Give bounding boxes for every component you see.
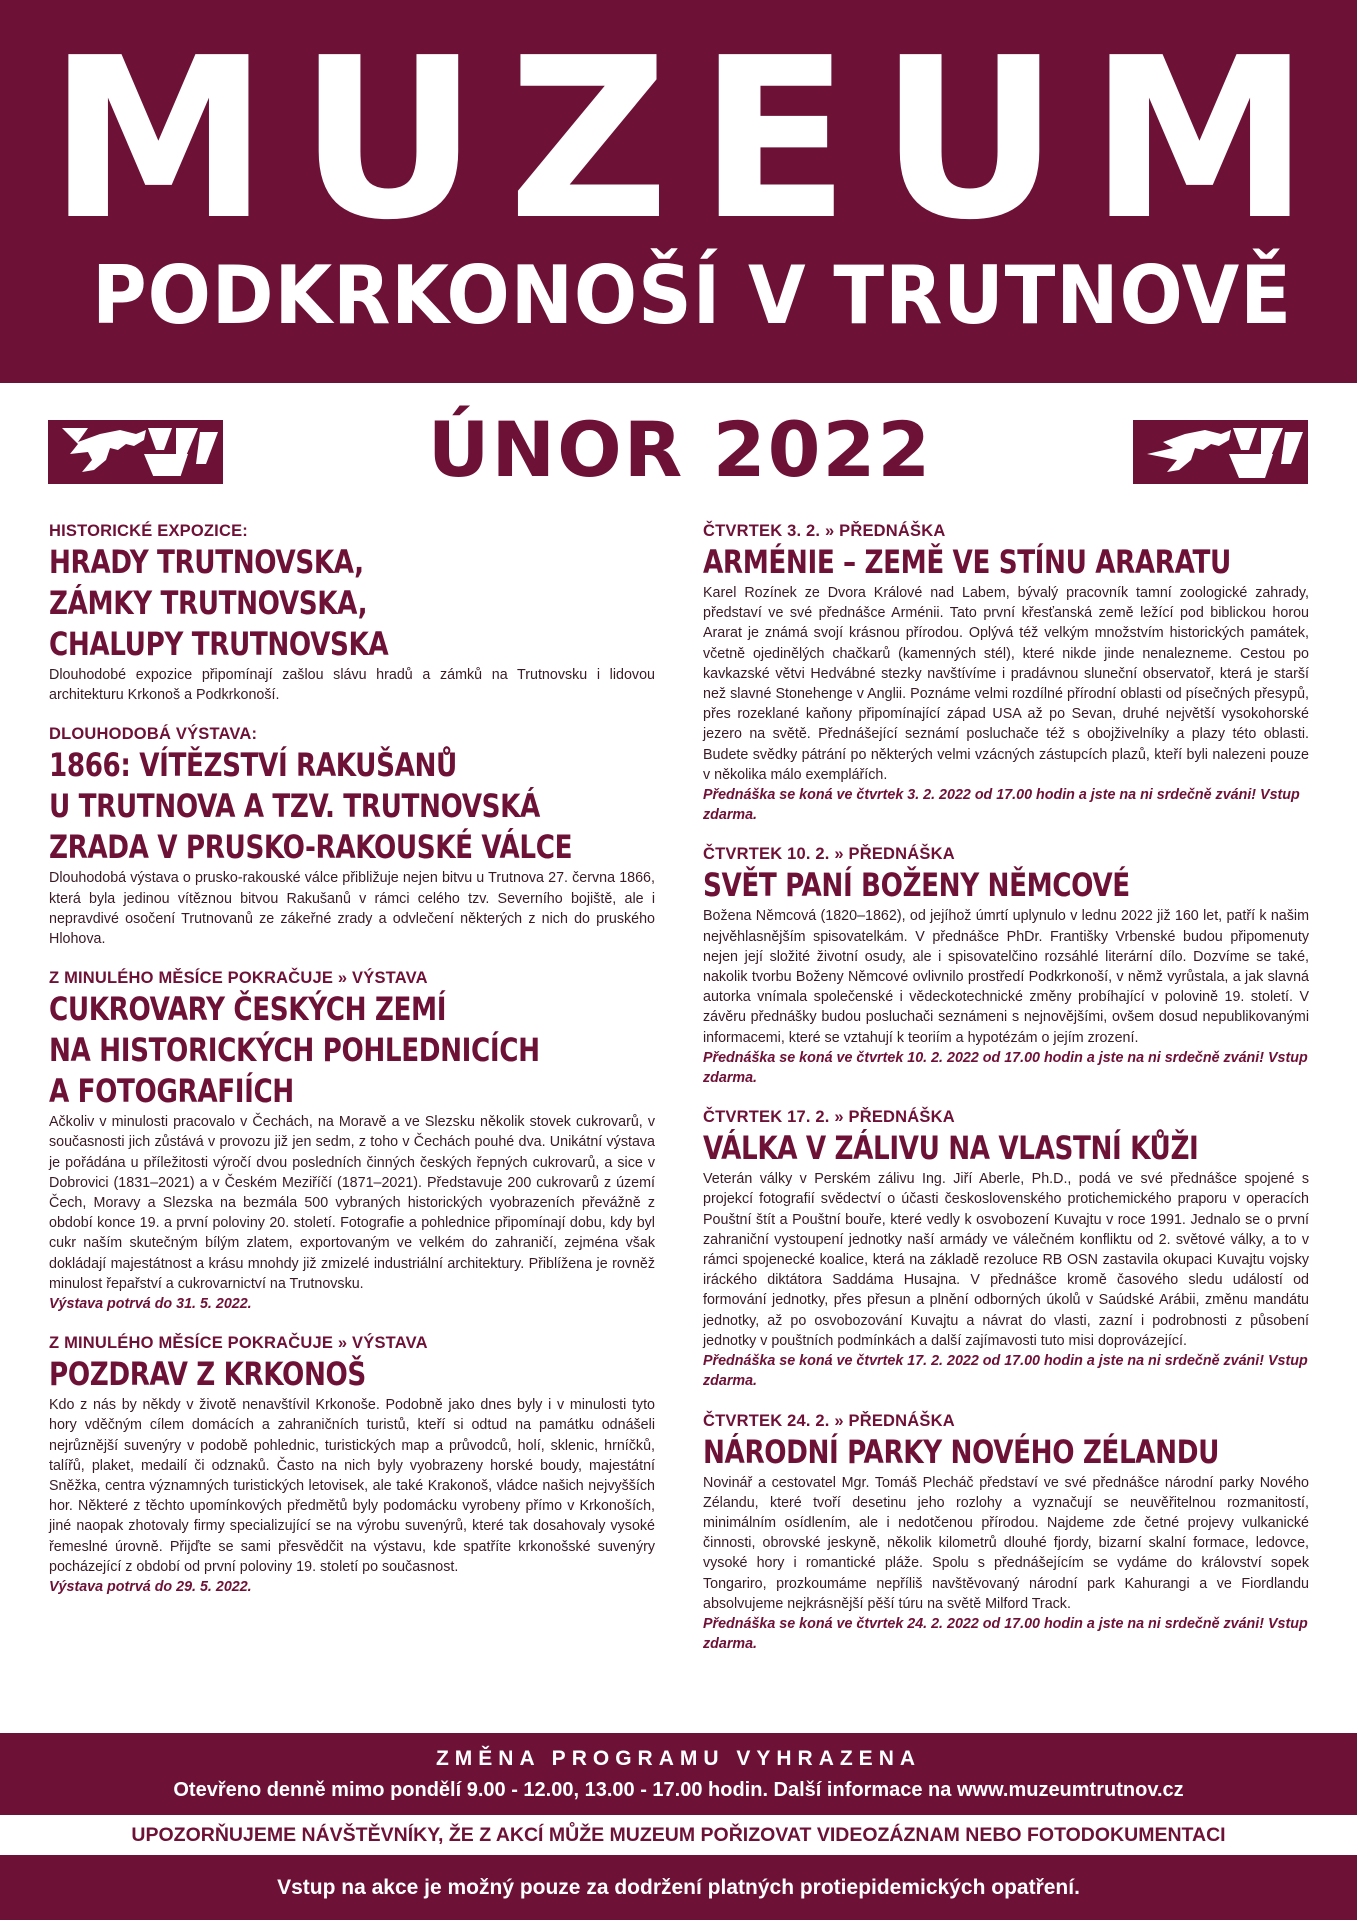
section-headline: NÁRODNÍ PARKY NOVÉHO ZÉLANDU [703, 1432, 1219, 1471]
section-note: Přednáška se koná ve čtvrtek 24. 2. 2022 od 17.00 hodin a jste na ni srdečně zváni! Vstup zdarma. [703, 1615, 1308, 1653]
title-letter: U [879, 11, 1060, 269]
section-body: Karel Rozínek ze Dvora Králové nad Labem, bývalý pracovník tamní zoologické zahrady, představí ve své přednášce Arménii. Tato první křesťanská země ležící pod biblickou horou Ararat je známá svojí krásnou přírodou. Oplývá též velkým množstvím historických památek, včetně ojedinělých chačkarů (kamenných stél), které nikde jinde nenalezneme. Cestou po kavkazské větvi Hedvábné stezky navštívíme i pradávnou sluneční observatoř, která je starší než slavné Stonehenge v Anglii. Poznáme velmi rozdílné přírodní oblasti od písečných přesypů, přes rozeklané kaňony připomínající západ USA až po Sevan, druhé největší vysokohorské jezero na světě. Přednášející seznámí posluchače též s obojživelníky a plazy této oblasti. Budete svědky pátrání po některých velmi vzácných zástupcích plazů, kteří byli nalezeni pouze v několika málo exemplářích. [703, 585, 1309, 783]
opening-hours: Otevřeno denně mimo pondělí 9.00 - 12.00, 13.00 - 17.00 hodin. Další informace na www.muzeumtrutnov.cz [173, 1779, 1184, 1801]
lecture-block [703, 1410, 1309, 1655]
section-headline: ARMÉNIE – ZEMĚ VE STÍNU ARARATU [703, 543, 1231, 581]
section-body: Božena Němcová (1820–1862), od jejíhož úmrtí uplynulo v lednu 2022 již 160 let, patří k našim nejvěhlasnějším spisovatelkám. V přednášce PhDr. Františky Vrbenské budou připomenuty nejen její složité životní osudy, ale i spisovatelčino rozsáhlé literární dílo. Dozvíme se také, nakolik tvorbu Boženy Němcové ovlivnilo prostředí Podkrkonoší, v němž vyrůstala, a jak slavná autorka vnímala společenské i vědeckotechnické změny probíhající v polovině 19. století. V závěru přednášky budou posluchači seznámeni s nejnovějšími, ovšem dosud nepublikovanými informacemi, které se vztahují k teoriím a hypotézám o jejím zrození. [703, 908, 1309, 1046]
section-body: Dlouhodobá výstava o prusko-rakouské válce přibližuje nejen bitvu u Trutnova 27. června 1866, která byla jedinou vítěznou bitvou Rakušanů v rámci celého tzv. Severního bojiště, ale i nepravdivé osočení Trutnovanů ze zákeřné zrady a odvlečení některých z nich do pruského Hlohova. [49, 870, 655, 948]
title-letter: U [298, 11, 479, 269]
section-headline: HRADY TRUTNOVSKA, ZÁMKY TRUTNOVSKA, CHALUPY TRUTNOVSKA [49, 543, 389, 663]
section-body: Ačkoliv v minulosti pracovalo v Čechách, na Moravě a ve Slezsku několik stovek cukrovarů, v současnosti jich zůstává v provozu již jen sedm, z toho v Čechách pouhé dva. Unikátní výstava je pořádána u příležitosti výročí dvou posledních činných českých řepných cukrovarů, a sice v Dobrovici (1831–2021) a v Českém Meziříčí (1871–2021). Představuje 200 cukrovarů z území Čech, Moravy a Slezska na bezmála 500 vybraných historických vyobrazeních převážně z období konce 19. a první poloviny 20. století. Fotografie a pohlednice připomínají dobu, kdy byl cukr naším skutečným bílým zlatem, exportovaným ve velkém do zahraničí, zejména však dokládají majestátnost a krásu mnohdy již zmizelé industriální architektury. Přiblížena je rovněž minulost řepařství a cukrovarnictví na Trutnovsku. [49, 1114, 655, 1292]
section-kicker: ČTVRTEK 10. 2. » PŘEDNÁŠKA [703, 845, 955, 864]
month-heading: ÚNOR 2022 [427, 405, 933, 494]
page-subtitle: PODKRKONOŠÍ V TRUTNOVĚ [92, 249, 1292, 342]
section-kicker: Z MINULÉHO MĚSÍCE POKRAČUJE » VÝSTAVA [49, 1334, 428, 1353]
title-letter: M [1089, 11, 1310, 269]
section-kicker: ČTVRTEK 17. 2. » PŘEDNÁŠKA [703, 1108, 955, 1127]
section-kicker: DLOUHODOBÁ VÝSTAVA: [49, 725, 258, 744]
lecture-block [703, 843, 1309, 1088]
heraldic-eagle-icon [1133, 420, 1308, 484]
program-change-notice: ZMĚNA PROGRAMU VYHRAZENA [435, 1747, 922, 1770]
section-note: Výstava potrvá do 31. 5. 2022. [49, 1296, 252, 1313]
lecture-block [703, 1106, 1309, 1391]
section-note: Výstava potrvá do 29. 5. 2022. [49, 1579, 252, 1596]
left-column [49, 520, 655, 1615]
section-note: Přednáška se koná ve čtvrtek 3. 2. 2022 od 17.00 hodin a jste na ni srdečně zváni! Vstup zdarma. [703, 787, 1300, 824]
exhibition-block [49, 723, 655, 949]
section-headline: VÁLKA V ZÁLIVU NA VLASTNÍ KŮŽI [703, 1129, 1199, 1168]
section-kicker: ČTVRTEK 3. 2. » PŘEDNÁŠKA [703, 522, 946, 540]
exhibition-block [49, 967, 655, 1314]
section-body: Dlouhodobé expozice připomínají zašlou slávu hradů a zámků na Trutnovsku i lidovou architekturu Krkonoš a Podkrkonoší. [49, 667, 655, 704]
exhibition-block [49, 520, 655, 705]
header-band [0, 0, 1357, 383]
recording-warning: UPOZORŇUJEME NÁVŠTĚVNÍKY, ŽE Z AKCÍ MŮŽE MUZEUM POŘIZOVAT VIDEOZÁZNAM NEBO FOTODOKUMENTACI [131, 1824, 1226, 1846]
section-headline: CUKROVARY ČESKÝCH ZEMÍ NA HISTORICKÝCH POHLEDNICÍCH A FOTOGRAFIÍCH [49, 990, 540, 1111]
section-kicker: Z MINULÉHO MĚSÍCE POKRAČUJE » VÝSTAVA [49, 969, 428, 988]
section-headline: 1866: VÍTĚZSTVÍ RAKUŠANŮ U TRUTNOVA A TZV. TRUTNOVSKÁ ZRADA V PRUSKO-RAKOUSKÉ VÁLCE [49, 746, 573, 867]
section-body: Veterán války v Perském zálivu Ing. Jiří Aberle, Ph.D., podá ve své přednášce spojené s projekcí fotografií svědectví o účasti československého protichemického praporu v operacích Pouštní štít a Pouštní bouře, které vedly k osvobození Kuvajtu v roce 1991. Jednalo se o první zahraniční vystoupení jednotky naší armády ve válečném konfliktu od 2. světové války, a to v rámci spojenecké koalice, která na základě rezoluce RB OSN zastavila okupaci Kuvajtu vojsky iráckého diktátora Saddáma Husajna. V přednášce kromě časového sledu událostí od formování jednotky, přes přesun a plnění odborných úkolů v Saúdské Arábii, změnu mandátu jednotky, až po osvobozování Kuvajtu a návrat do vlasti, zazní i podrobnosti z působení jednotky v pouštních podmínkách a další zajímavosti tuto misi doprovázející. [703, 1171, 1309, 1349]
section-headline: SVĚT PANÍ BOŽENY NĚMCOVÉ [703, 866, 1130, 905]
section-body: Kdo z nás by někdy v životě nenavštívil Krkonoše. Podobně jako dnes byly i v minulosti tyto hory vděčným cílem domácích a zahraničních turistů, kteří si odtud na památku odnášeli nejrůznější suvenýry v podobě pohlednic, turistických map a průvodců, holí, sklenic, hrníčků, talířů, plaket, medailí či odznaků. Často na nich byly vyobrazeny horské boudy, majestátní Sněžka, centra významných turistických letovisek, ale také Krakonoš, vládce našich nejvyšších hor. Některé z těchto upomínkových předmětů byly podomácku vyrobeny přímo v Krkonoších, jiné naopak zhotovaly firmy specializující se na výrobu suvenýrů, které tak dosahovaly vysoké řemeslné úrovně. Přijďte se sami přesvědčit na výstavu, kde spatříte krkonošské suvenýry pocházející z období od první poloviny 19. století po současnost. [49, 1397, 655, 1575]
footer-info-band [0, 1733, 1357, 1815]
title-letter: E [698, 11, 851, 269]
section-kicker: HISTORICKÉ EXPOZICE: [49, 522, 248, 540]
section-kicker: ČTVRTEK 24. 2. » PŘEDNÁŠKA [703, 1411, 955, 1430]
section-note: Přednáška se koná ve čtvrtek 10. 2. 2022 od 17.00 hodin a jste na ni srdečně zváni! Vstup zdarma. [703, 1049, 1308, 1087]
section-note: Přednáška se koná ve čtvrtek 17. 2. 2022 od 17.00 hodin a jste na ni srdečně zváni! Vstup zdarma. [703, 1353, 1308, 1390]
lecture-block [703, 520, 1309, 825]
section-headline: POZDRAV Z KRKONOŠ [49, 1355, 366, 1394]
section-body: Novinář a cestovatel Mgr. Tomáš Plecháč představí ve své přednášce národní parky Nového Zélandu, které tvoří desetinu jeho rozlohy a vyznačují se neuvěřitelnou rozmanitostí, minimálním osídlením, ale i nedotčenou přírodou. Najdeme zde četné projevy vulkanické činnosti, obrovské jeskyně, několik kilometrů dlouhé fjordy, bizarní skalní formace, ledovce, vysoké hory i romantické pláže. Spolu s přednášejícím se vydáme do království sopek Tongariro, prozkoumáme nepříliš navštěvovaný národní park Kahurangi a ve Fiordlandu absolvujeme nejkrásnější pěší túru na světě Milford Track. [703, 1474, 1309, 1612]
page-title [48, 11, 1310, 269]
heraldic-eagle-icon [48, 420, 223, 484]
covid-notice: Vstup na akce je možný pouze za dodržení platných protiepidemických opatření. [0, 1855, 1357, 1920]
exhibition-block [49, 1332, 655, 1597]
right-column [703, 520, 1309, 1672]
title-letter: M [48, 11, 269, 269]
title-letter: Z [507, 11, 669, 269]
